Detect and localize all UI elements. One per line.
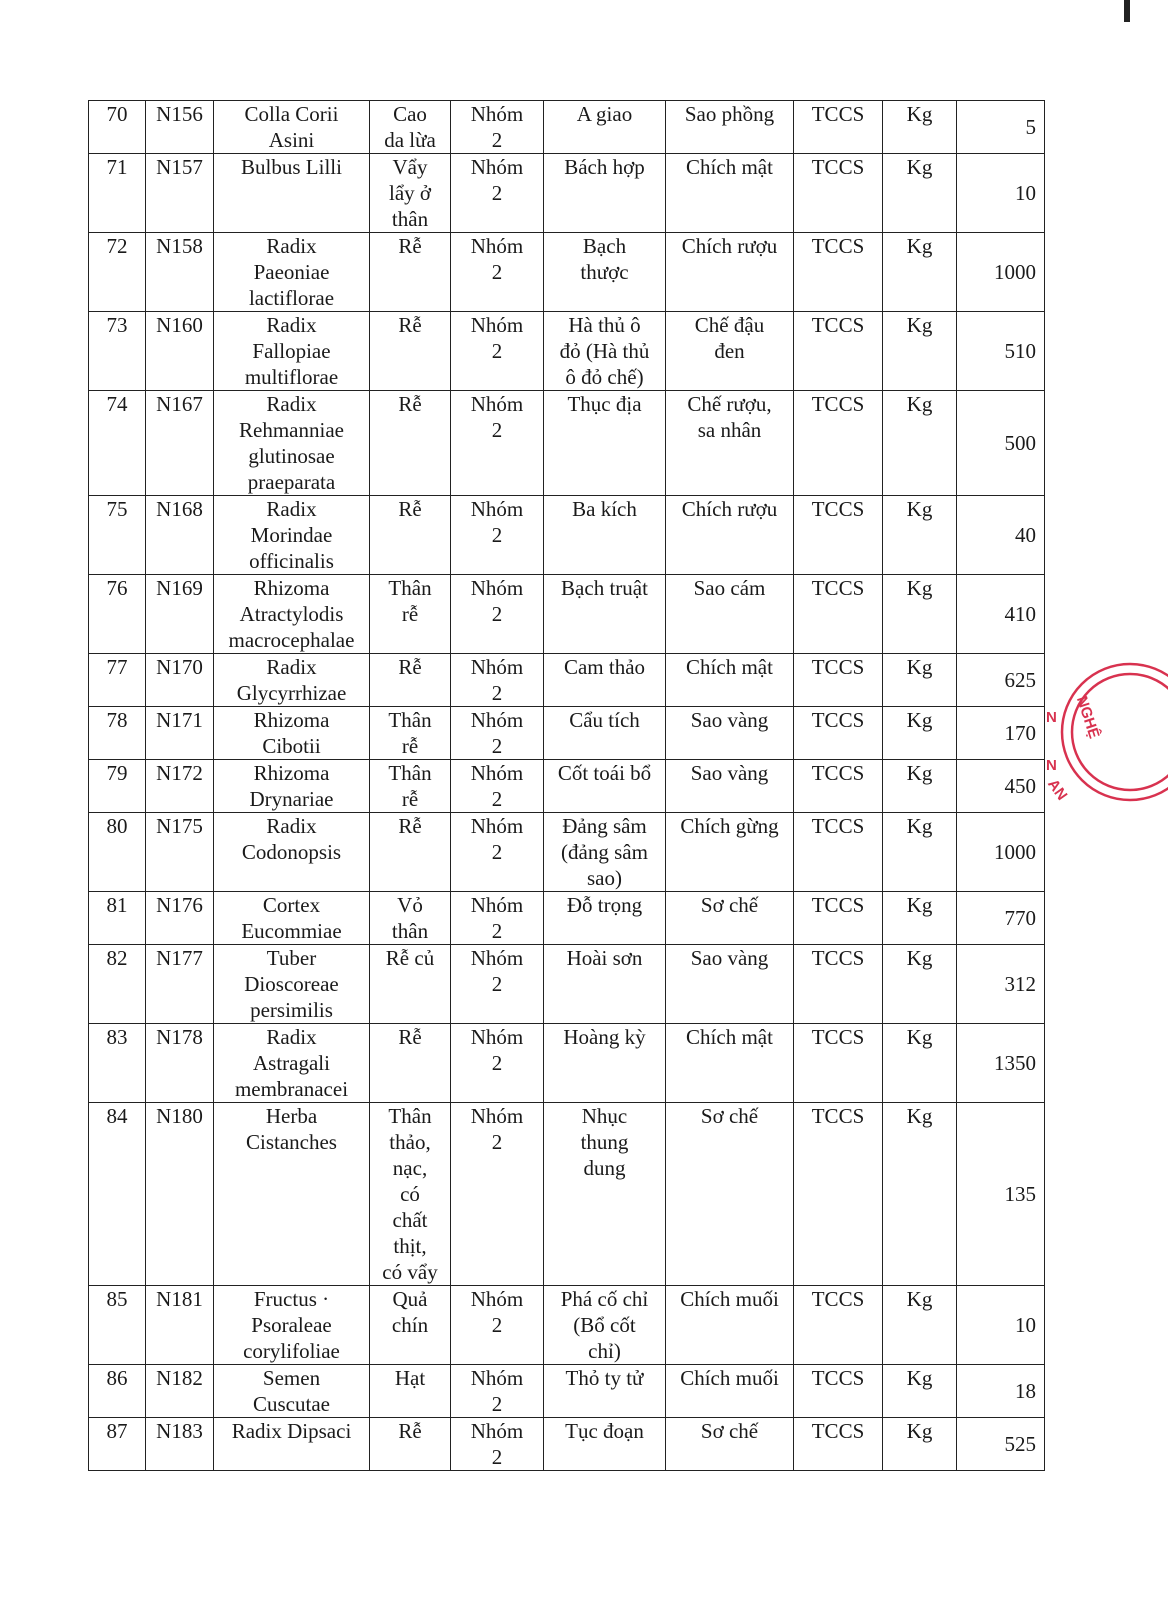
row-number-cell: 71 <box>89 154 146 233</box>
unit-cell: Kg <box>883 760 957 813</box>
plant-part-cell: Quả chín <box>370 1286 451 1365</box>
table-row <box>89 496 1045 575</box>
latin-name-cell: Radix Codonopsis <box>214 813 370 892</box>
drug-code-cell: N175 <box>146 813 214 892</box>
processing-method-cell: Sao cám <box>666 575 794 654</box>
vietnamese-name-cell: Cốt toái bổ <box>544 760 666 813</box>
drug-group-cell: Nhóm 2 <box>451 496 544 575</box>
quantity-cell: 10 <box>957 1286 1045 1365</box>
vietnamese-name-cell: Hoàng kỳ <box>544 1024 666 1103</box>
latin-name-cell: Bulbus Lilli <box>214 154 370 233</box>
quantity-cell: 525 <box>957 1418 1045 1471</box>
row-number-cell: 73 <box>89 312 146 391</box>
drug-group-cell: Nhóm 2 <box>451 1103 544 1286</box>
table-row <box>89 654 1045 707</box>
drug-code-cell: N172 <box>146 760 214 813</box>
quantity-cell: 18 <box>957 1365 1045 1418</box>
latin-name-cell: Radix Paeoniae lactiflorae <box>214 233 370 312</box>
row-number-cell: 83 <box>89 1024 146 1103</box>
vietnamese-name-cell: Đỗ trọng <box>544 892 666 945</box>
latin-name-cell: Rhizoma Drynariae <box>214 760 370 813</box>
drug-group-cell: Nhóm 2 <box>451 1024 544 1103</box>
vietnamese-name-cell: Ba kích <box>544 496 666 575</box>
drug-code-cell: N169 <box>146 575 214 654</box>
vietnamese-name-cell: Bạch thược <box>544 233 666 312</box>
quantity-cell: 135 <box>957 1103 1045 1286</box>
plant-part-cell: Rễ <box>370 233 451 312</box>
stamp-text-n2: N <box>1046 757 1057 774</box>
row-number-cell: 85 <box>89 1286 146 1365</box>
red-seal-stamp <box>1044 662 1168 822</box>
table-row <box>89 707 1045 760</box>
standard-cell: TCCS <box>794 1103 883 1286</box>
quantity-cell: 5 <box>957 101 1045 154</box>
scan-edge-mark <box>1124 0 1130 22</box>
table-row <box>89 233 1045 312</box>
processing-method-cell: Chế rượu, sa nhân <box>666 391 794 496</box>
plant-part-cell: Rễ <box>370 496 451 575</box>
standard-cell: TCCS <box>794 391 883 496</box>
row-number-cell: 70 <box>89 101 146 154</box>
table-row <box>89 1365 1045 1418</box>
latin-name-cell: Herba Cistanches <box>214 1103 370 1286</box>
drug-group-cell: Nhóm 2 <box>451 892 544 945</box>
unit-cell: Kg <box>883 707 957 760</box>
vietnamese-name-cell: Thỏ ty tử <box>544 1365 666 1418</box>
drug-code-cell: N177 <box>146 945 214 1024</box>
row-number-cell: 86 <box>89 1365 146 1418</box>
drug-code-cell: N168 <box>146 496 214 575</box>
table-row <box>89 1024 1045 1103</box>
unit-cell: Kg <box>883 496 957 575</box>
drug-group-cell: Nhóm 2 <box>451 575 544 654</box>
table-row <box>89 760 1045 813</box>
stamp-text-bottom: AN <box>1044 775 1071 804</box>
latin-name-cell: Semen Cuscutae <box>214 1365 370 1418</box>
vietnamese-name-cell: Bách hợp <box>544 154 666 233</box>
table-row <box>89 1103 1045 1286</box>
processing-method-cell: Chế đậu đen <box>666 312 794 391</box>
processing-method-cell: Sơ chế <box>666 1418 794 1471</box>
row-number-cell: 72 <box>89 233 146 312</box>
plant-part-cell: Thân rễ <box>370 575 451 654</box>
latin-name-cell: Radix Glycyrrhizae <box>214 654 370 707</box>
standard-cell: TCCS <box>794 1418 883 1471</box>
row-number-cell: 75 <box>89 496 146 575</box>
quantity-cell: 770 <box>957 892 1045 945</box>
processing-method-cell: Chích mật <box>666 654 794 707</box>
vietnamese-name-cell: Thục địa <box>544 391 666 496</box>
table-row <box>89 1418 1045 1471</box>
unit-cell: Kg <box>883 892 957 945</box>
standard-cell: TCCS <box>794 154 883 233</box>
standard-cell: TCCS <box>794 575 883 654</box>
quantity-cell: 450 <box>957 760 1045 813</box>
drug-code-cell: N176 <box>146 892 214 945</box>
standard-cell: TCCS <box>794 813 883 892</box>
drug-code-cell: N171 <box>146 707 214 760</box>
quantity-cell: 625 <box>957 654 1045 707</box>
latin-name-cell: Fructus · Psoraleae corylifoliae <box>214 1286 370 1365</box>
vietnamese-name-cell: Đảng sâm (đảng sâm sao) <box>544 813 666 892</box>
row-number-cell: 84 <box>89 1103 146 1286</box>
quantity-cell: 1000 <box>957 813 1045 892</box>
drug-code-cell: N170 <box>146 654 214 707</box>
processing-method-cell: Chích mật <box>666 154 794 233</box>
standard-cell: TCCS <box>794 1024 883 1103</box>
unit-cell: Kg <box>883 813 957 892</box>
unit-cell: Kg <box>883 1365 957 1418</box>
stamp-text-n1: N <box>1046 709 1057 726</box>
quantity-cell: 410 <box>957 575 1045 654</box>
plant-part-cell: Hạt <box>370 1365 451 1418</box>
plant-part-cell: Vẩy lẩy ở thân <box>370 154 451 233</box>
quantity-cell: 312 <box>957 945 1045 1024</box>
drug-group-cell: Nhóm 2 <box>451 813 544 892</box>
drug-group-cell: Nhóm 2 <box>451 101 544 154</box>
drug-code-cell: N182 <box>146 1365 214 1418</box>
plant-part-cell: Rễ <box>370 1418 451 1471</box>
table-row <box>89 1286 1045 1365</box>
vietnamese-name-cell: Cam thảo <box>544 654 666 707</box>
drug-code-cell: N178 <box>146 1024 214 1103</box>
drug-group-cell: Nhóm 2 <box>451 945 544 1024</box>
standard-cell: TCCS <box>794 233 883 312</box>
drug-group-cell: Nhóm 2 <box>451 654 544 707</box>
unit-cell: Kg <box>883 312 957 391</box>
quantity-cell: 170 <box>957 707 1045 760</box>
standard-cell: TCCS <box>794 1365 883 1418</box>
drug-code-cell: N160 <box>146 312 214 391</box>
unit-cell: Kg <box>883 1286 957 1365</box>
drug-code-cell: N157 <box>146 154 214 233</box>
unit-cell: Kg <box>883 154 957 233</box>
vietnamese-name-cell: Tục đoạn <box>544 1418 666 1471</box>
drug-group-cell: Nhóm 2 <box>451 1365 544 1418</box>
row-number-cell: 79 <box>89 760 146 813</box>
latin-name-cell: Tuber Dioscoreae persimilis <box>214 945 370 1024</box>
standard-cell: TCCS <box>794 707 883 760</box>
processing-method-cell: Sơ chế <box>666 1103 794 1286</box>
standard-cell: TCCS <box>794 101 883 154</box>
processing-method-cell: Chích gừng <box>666 813 794 892</box>
latin-name-cell: Rhizoma Atractylodis macrocephalae <box>214 575 370 654</box>
plant-part-cell: Cao da lừa <box>370 101 451 154</box>
unit-cell: Kg <box>883 1418 957 1471</box>
table-row <box>89 813 1045 892</box>
processing-method-cell: Chích mật <box>666 1024 794 1103</box>
row-number-cell: 81 <box>89 892 146 945</box>
drug-code-cell: N183 <box>146 1418 214 1471</box>
unit-cell: Kg <box>883 391 957 496</box>
drug-code-cell: N156 <box>146 101 214 154</box>
plant-part-cell: Rễ <box>370 654 451 707</box>
drug-group-cell: Nhóm 2 <box>451 760 544 813</box>
processing-method-cell: Sơ chế <box>666 892 794 945</box>
processing-method-cell: Sao phồng <box>666 101 794 154</box>
drug-group-cell: Nhóm 2 <box>451 391 544 496</box>
stamp-text-top: NGHỆ <box>1072 694 1103 741</box>
vietnamese-name-cell: A giao <box>544 101 666 154</box>
table-row <box>89 312 1045 391</box>
processing-method-cell: Sao vàng <box>666 707 794 760</box>
latin-name-cell: Rhizoma Cibotii <box>214 707 370 760</box>
vietnamese-name-cell: Nhục thung dung <box>544 1103 666 1286</box>
vietnamese-name-cell: Bạch truật <box>544 575 666 654</box>
quantity-cell: 10 <box>957 154 1045 233</box>
drug-group-cell: Nhóm 2 <box>451 312 544 391</box>
quantity-cell: 510 <box>957 312 1045 391</box>
processing-method-cell: Chích rượu <box>666 233 794 312</box>
drug-code-cell: N181 <box>146 1286 214 1365</box>
quantity-cell: 1350 <box>957 1024 1045 1103</box>
processing-method-cell: Sao vàng <box>666 945 794 1024</box>
table-row <box>89 945 1045 1024</box>
vietnamese-name-cell: Phá cố chỉ (Bổ cốt chỉ) <box>544 1286 666 1365</box>
standard-cell: TCCS <box>794 496 883 575</box>
table-row <box>89 101 1045 154</box>
drug-group-cell: Nhóm 2 <box>451 154 544 233</box>
processing-method-cell: Chích rượu <box>666 496 794 575</box>
row-number-cell: 74 <box>89 391 146 496</box>
processing-method-cell: Sao vàng <box>666 760 794 813</box>
unit-cell: Kg <box>883 945 957 1024</box>
quantity-cell: 1000 <box>957 233 1045 312</box>
unit-cell: Kg <box>883 1024 957 1103</box>
standard-cell: TCCS <box>794 654 883 707</box>
drug-group-cell: Nhóm 2 <box>451 1286 544 1365</box>
vietnamese-name-cell: Hoài sơn <box>544 945 666 1024</box>
row-number-cell: 76 <box>89 575 146 654</box>
table-row <box>89 892 1045 945</box>
drug-group-cell: Nhóm 2 <box>451 707 544 760</box>
latin-name-cell: Radix Fallopiae multiflorae <box>214 312 370 391</box>
quantity-cell: 40 <box>957 496 1045 575</box>
unit-cell: Kg <box>883 654 957 707</box>
plant-part-cell: Thân thảo, nạc, có chất thịt, có vẩy <box>370 1103 451 1286</box>
vietnamese-name-cell: Cẩu tích <box>544 707 666 760</box>
plant-part-cell: Thân rễ <box>370 707 451 760</box>
row-number-cell: 82 <box>89 945 146 1024</box>
plant-part-cell: Rễ <box>370 813 451 892</box>
table-row <box>89 154 1045 233</box>
latin-name-cell: Radix Morindae officinalis <box>214 496 370 575</box>
drug-list-table <box>88 100 1045 1471</box>
latin-name-cell: Radix Dipsaci <box>214 1418 370 1471</box>
latin-name-cell: Radix Astragali membranacei <box>214 1024 370 1103</box>
plant-part-cell: Vỏ thân <box>370 892 451 945</box>
unit-cell: Kg <box>883 101 957 154</box>
drug-code-cell: N180 <box>146 1103 214 1286</box>
standard-cell: TCCS <box>794 1286 883 1365</box>
plant-part-cell: Thân rễ <box>370 760 451 813</box>
latin-name-cell: Radix Rehmanniae glutinosae praeparata <box>214 391 370 496</box>
drug-code-cell: N167 <box>146 391 214 496</box>
unit-cell: Kg <box>883 233 957 312</box>
plant-part-cell: Rễ củ <box>370 945 451 1024</box>
standard-cell: TCCS <box>794 945 883 1024</box>
processing-method-cell: Chích muối <box>666 1286 794 1365</box>
standard-cell: TCCS <box>794 892 883 945</box>
drug-group-cell: Nhóm 2 <box>451 1418 544 1471</box>
processing-method-cell: Chích muối <box>666 1365 794 1418</box>
row-number-cell: 80 <box>89 813 146 892</box>
plant-part-cell: Rễ <box>370 1024 451 1103</box>
latin-name-cell: Colla Corii Asini <box>214 101 370 154</box>
standard-cell: TCCS <box>794 760 883 813</box>
unit-cell: Kg <box>883 1103 957 1286</box>
row-number-cell: 77 <box>89 654 146 707</box>
drug-code-cell: N158 <box>146 233 214 312</box>
row-number-cell: 78 <box>89 707 146 760</box>
drug-group-cell: Nhóm 2 <box>451 233 544 312</box>
unit-cell: Kg <box>883 575 957 654</box>
standard-cell: TCCS <box>794 312 883 391</box>
table-row <box>89 391 1045 496</box>
plant-part-cell: Rễ <box>370 391 451 496</box>
row-number-cell: 87 <box>89 1418 146 1471</box>
table-row <box>89 575 1045 654</box>
quantity-cell: 500 <box>957 391 1045 496</box>
vietnamese-name-cell: Hà thủ ô đỏ (Hà thủ ô đỏ chế) <box>544 312 666 391</box>
drug-list-table-container <box>88 100 1045 1471</box>
latin-name-cell: Cortex Eucommiae <box>214 892 370 945</box>
plant-part-cell: Rễ <box>370 312 451 391</box>
